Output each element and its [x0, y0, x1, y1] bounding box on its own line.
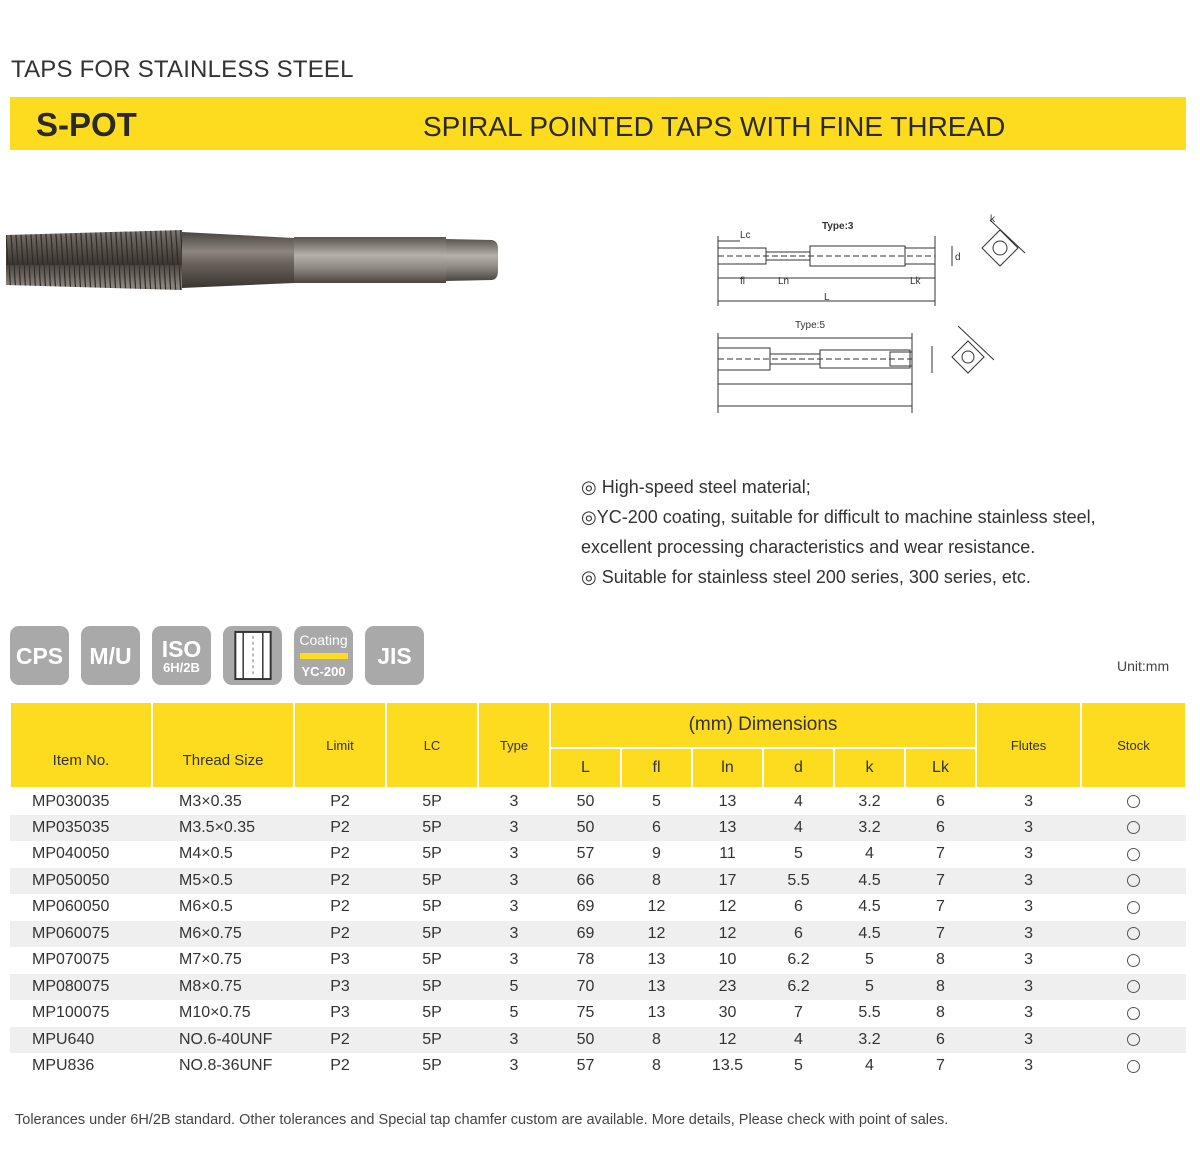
product-subtitle: SPIRAL POINTED TAPS WITH FINE THREAD	[423, 111, 1006, 142]
cell-flutes: 3	[976, 921, 1081, 948]
cell-fl: 6	[621, 815, 692, 842]
cell-type: 3	[509, 1057, 519, 1075]
cell-lc: 5P	[386, 921, 478, 948]
header-dim-l: L	[550, 748, 621, 788]
cell-fl: 12	[647, 898, 666, 916]
cell-fl: 13	[621, 974, 692, 1001]
tap-dimension-drawing	[700, 208, 1040, 418]
cell-d: 4	[763, 1027, 834, 1054]
cell-d: 4	[794, 792, 803, 810]
header-dim-lk: Lk	[905, 748, 976, 788]
stock-circle-icon	[1127, 927, 1140, 940]
header-thread-size: Thread Size	[152, 702, 294, 788]
cell-item: MP030035	[32, 792, 110, 810]
stock-circle-icon	[1127, 1033, 1140, 1046]
cell-lk: 7	[936, 1057, 945, 1075]
cell-fl: 8	[652, 1057, 661, 1075]
cell-flutes: 3	[1024, 898, 1033, 916]
cell-size: NO.6-40UNF	[152, 1027, 294, 1054]
cell-flutes: 3	[1024, 1057, 1033, 1075]
cell-ln: 12	[692, 921, 763, 948]
dim-lk: Lk	[910, 276, 921, 287]
cell-d: 6.2	[787, 951, 810, 969]
cell-flutes: 3	[1024, 845, 1033, 863]
cell-stock	[1081, 868, 1186, 895]
cell-limit: P2	[330, 845, 350, 863]
header-flutes: Flutes	[976, 702, 1081, 788]
cell-d: 4	[763, 815, 834, 842]
cell-stock	[1081, 841, 1186, 868]
cell-flutes: 3	[1024, 1004, 1033, 1022]
cell-l: 69	[576, 898, 595, 916]
table-row	[10, 947, 1186, 974]
type3-label: Type:3	[822, 221, 854, 232]
cell-lc: 5P	[422, 845, 442, 863]
table-row	[10, 974, 1186, 1001]
cell-lc: 5P	[422, 898, 442, 916]
cell-item: MP035035	[10, 815, 152, 842]
type5-label: Type:5	[795, 320, 826, 331]
cell-lc: 5P	[386, 974, 478, 1001]
cell-type: 5	[509, 1004, 519, 1022]
cell-l: 70	[550, 974, 621, 1001]
dim-lc: Lc	[740, 230, 751, 241]
header-dim-k: k	[834, 748, 905, 788]
cell-size: M8×0.75	[152, 974, 294, 1001]
cell-ln: 11	[719, 845, 736, 863]
header-limit: Limit	[294, 702, 386, 788]
cell-item: MP050050	[10, 868, 152, 895]
cell-type: 3	[478, 921, 550, 948]
cell-k: 4	[865, 845, 874, 863]
feature-list	[581, 472, 1141, 592]
cell-k: 4.5	[834, 921, 905, 948]
cell-limit: P2	[294, 868, 386, 895]
cell-limit: P2	[294, 815, 386, 842]
header-dim-ln: ln	[692, 748, 763, 788]
cell-limit: P2	[330, 792, 350, 810]
header-type: Type	[478, 702, 550, 788]
shank-icon	[223, 626, 282, 685]
cell-lc: 5P	[386, 815, 478, 842]
cell-d: 5	[794, 1057, 803, 1075]
stock-circle-icon	[1127, 848, 1140, 861]
feature-line: ◎YC-200 coating, suitable for difficult to machine stainless steel,	[581, 507, 1096, 527]
cell-stock	[1081, 788, 1186, 815]
cell-fl: 12	[621, 921, 692, 948]
cell-item: MPU640	[10, 1027, 152, 1054]
header-dim-fl: fl	[621, 748, 692, 788]
cell-fl: 9	[652, 845, 661, 863]
cell-size: M5×0.5	[152, 868, 294, 895]
cell-type: 3	[509, 951, 519, 969]
stock-circle-icon	[1127, 1060, 1140, 1073]
cell-ln: 12	[718, 898, 737, 916]
cell-size: M10×0.75	[179, 1004, 251, 1022]
cell-item: MP080075	[10, 974, 152, 1001]
table-row	[10, 921, 1186, 948]
table-row	[10, 1027, 1186, 1054]
cell-lk: 7	[936, 845, 945, 863]
cell-lc: 5P	[422, 792, 442, 810]
cell-k: 3.2	[858, 792, 881, 810]
cell-l: 66	[550, 868, 621, 895]
cell-size: M7×0.75	[179, 951, 242, 969]
cell-lk: 7	[905, 868, 976, 895]
spec-badges	[10, 626, 424, 685]
cell-k: 4	[865, 1057, 874, 1075]
header-item-no: Item No.	[10, 702, 152, 788]
cell-flutes: 3	[1024, 792, 1033, 810]
cell-size: M6×0.75	[152, 921, 294, 948]
cell-type: 3	[509, 898, 519, 916]
stock-circle-icon	[1127, 901, 1140, 914]
cell-d: 6	[763, 921, 834, 948]
cell-l: 57	[576, 1057, 595, 1075]
cell-d: 5.5	[763, 868, 834, 895]
cell-stock	[1081, 1000, 1186, 1027]
cell-flutes: 3	[976, 815, 1081, 842]
cell-limit: P2	[294, 1027, 386, 1054]
stock-circle-icon	[1127, 954, 1140, 967]
stock-circle-icon	[1127, 980, 1140, 993]
cell-fl: 8	[621, 1027, 692, 1054]
cell-limit: P2	[294, 921, 386, 948]
cell-item: MPU836	[32, 1057, 95, 1075]
cell-l: 50	[550, 1027, 621, 1054]
cell-flutes: 3	[1024, 951, 1033, 969]
cell-lk: 8	[936, 1004, 945, 1022]
cell-fl: 13	[647, 1004, 666, 1022]
cell-lk: 7	[936, 898, 945, 916]
cell-lc: 5P	[422, 951, 442, 969]
coating-badge: Coating YC-200	[294, 626, 353, 685]
cell-type: 3	[478, 1027, 550, 1054]
cell-lk: 6	[905, 815, 976, 842]
cell-lk: 7	[905, 921, 976, 948]
cell-limit: P3	[330, 951, 350, 969]
feature-line: excellent processing characteristics and wear resistance.	[581, 537, 1036, 557]
cell-ln: 13	[718, 792, 737, 810]
table-row	[10, 894, 1186, 921]
jis-badge: JIS	[365, 626, 424, 685]
table-row	[10, 868, 1186, 895]
table-row	[10, 815, 1186, 842]
cell-k: 3.2	[834, 815, 905, 842]
cell-lc: 5P	[386, 868, 478, 895]
spec-table	[9, 701, 1187, 1080]
cell-type: 3	[509, 792, 519, 810]
iso-badge: ISO 6H/2B	[152, 626, 211, 685]
cell-stock	[1081, 1053, 1186, 1080]
cell-d: 5	[794, 845, 803, 863]
cell-ln: 12	[692, 1027, 763, 1054]
cell-fl: 13	[647, 951, 666, 969]
cell-flutes: 3	[976, 1027, 1081, 1054]
table-row	[10, 1053, 1186, 1080]
cell-size: M6×0.5	[179, 898, 233, 916]
cell-flutes: 3	[976, 868, 1081, 895]
cell-ln: 23	[692, 974, 763, 1001]
stock-circle-icon	[1127, 874, 1140, 887]
cell-ln: 13	[692, 815, 763, 842]
cell-d: 6.2	[763, 974, 834, 1001]
table-row	[10, 841, 1186, 868]
cell-ln: 10	[718, 951, 737, 969]
cell-lc: 5P	[422, 1004, 442, 1022]
header-dim-d: d	[763, 748, 834, 788]
cell-lk: 6	[905, 1027, 976, 1054]
unit-label: Unit:mm	[1117, 658, 1170, 674]
cell-item: MP060075	[10, 921, 152, 948]
cell-l: 57	[576, 845, 595, 863]
cell-k: 4.5	[858, 898, 881, 916]
cell-type: 3	[509, 845, 519, 863]
cell-stock	[1081, 947, 1186, 974]
stock-circle-icon	[1127, 1007, 1140, 1020]
dim-d: d	[955, 252, 961, 263]
stock-circle-icon	[1127, 821, 1140, 834]
cell-size: NO.8-36UNF	[179, 1057, 273, 1075]
cell-limit: P3	[330, 1004, 350, 1022]
cps-badge: CPS	[10, 626, 69, 685]
cell-flutes: 3	[976, 974, 1081, 1001]
cell-k: 5	[865, 951, 874, 969]
cell-size: M3×0.35	[179, 792, 242, 810]
cell-l: 78	[576, 951, 595, 969]
cell-k: 3.2	[834, 1027, 905, 1054]
cell-lk: 6	[936, 792, 945, 810]
header-dimensions: (mm) Dimensions	[550, 702, 976, 748]
cell-item: MP070075	[32, 951, 110, 969]
cell-l: 75	[576, 1004, 595, 1022]
cell-limit: P3	[294, 974, 386, 1001]
cell-type: 3	[478, 868, 550, 895]
cell-size: M4×0.5	[179, 845, 233, 863]
footnote: Tolerances under 6H/2B standard. Other tolerances and Special tap chamfer custom are available. More details, Please check with point of sales.	[15, 1112, 949, 1128]
cell-stock	[1081, 1027, 1186, 1054]
cell-l: 69	[550, 921, 621, 948]
dim-l: L	[824, 292, 830, 303]
cell-item: MP040050	[32, 845, 110, 863]
cell-lk: 8	[936, 951, 945, 969]
stock-circle-icon	[1127, 795, 1140, 808]
cell-limit: P2	[330, 1057, 350, 1075]
cell-stock	[1081, 815, 1186, 842]
cell-d: 6	[794, 898, 803, 916]
cell-l: 50	[550, 815, 621, 842]
cell-k: 4.5	[834, 868, 905, 895]
cell-item: MP060050	[32, 898, 110, 916]
product-banner	[10, 97, 1186, 150]
cell-ln: 17	[692, 868, 763, 895]
cell-size: M3.5×0.35	[152, 815, 294, 842]
section-title: TAPS FOR STAINLESS STEEL	[11, 56, 354, 83]
header-stock: Stock	[1081, 702, 1186, 788]
dim-k: k	[990, 214, 995, 225]
cell-stock	[1081, 894, 1186, 921]
cell-stock	[1081, 974, 1186, 1001]
cell-lk: 8	[905, 974, 976, 1001]
cell-lc: 5P	[386, 1027, 478, 1054]
cell-k: 5.5	[858, 1004, 881, 1022]
cell-fl: 8	[621, 868, 692, 895]
cell-d: 7	[794, 1004, 803, 1022]
dim-fl: fl	[740, 276, 745, 287]
cell-item: MP100075	[32, 1004, 110, 1022]
cell-stock	[1081, 921, 1186, 948]
cell-type: 3	[478, 815, 550, 842]
cell-l: 50	[576, 792, 595, 810]
header-lc: LC	[386, 702, 478, 788]
tap-product-image	[4, 205, 504, 315]
feature-line: ◎ Suitable for stainless steel 200 series, 300 series, etc.	[581, 567, 1031, 587]
dim-ln: Ln	[778, 276, 790, 287]
mu-badge: M/U	[81, 626, 140, 685]
feature-line: ◎ High-speed steel material;	[581, 477, 811, 497]
table-row	[10, 788, 1186, 815]
cell-limit: P2	[330, 898, 350, 916]
cell-type: 5	[478, 974, 550, 1001]
cell-fl: 5	[652, 792, 661, 810]
product-code: S-POT	[36, 106, 137, 143]
cell-ln: 13.5	[711, 1057, 744, 1075]
cell-ln: 30	[718, 1004, 737, 1022]
table-row	[10, 1000, 1186, 1027]
cell-lc: 5P	[422, 1057, 442, 1075]
cell-k: 5	[834, 974, 905, 1001]
